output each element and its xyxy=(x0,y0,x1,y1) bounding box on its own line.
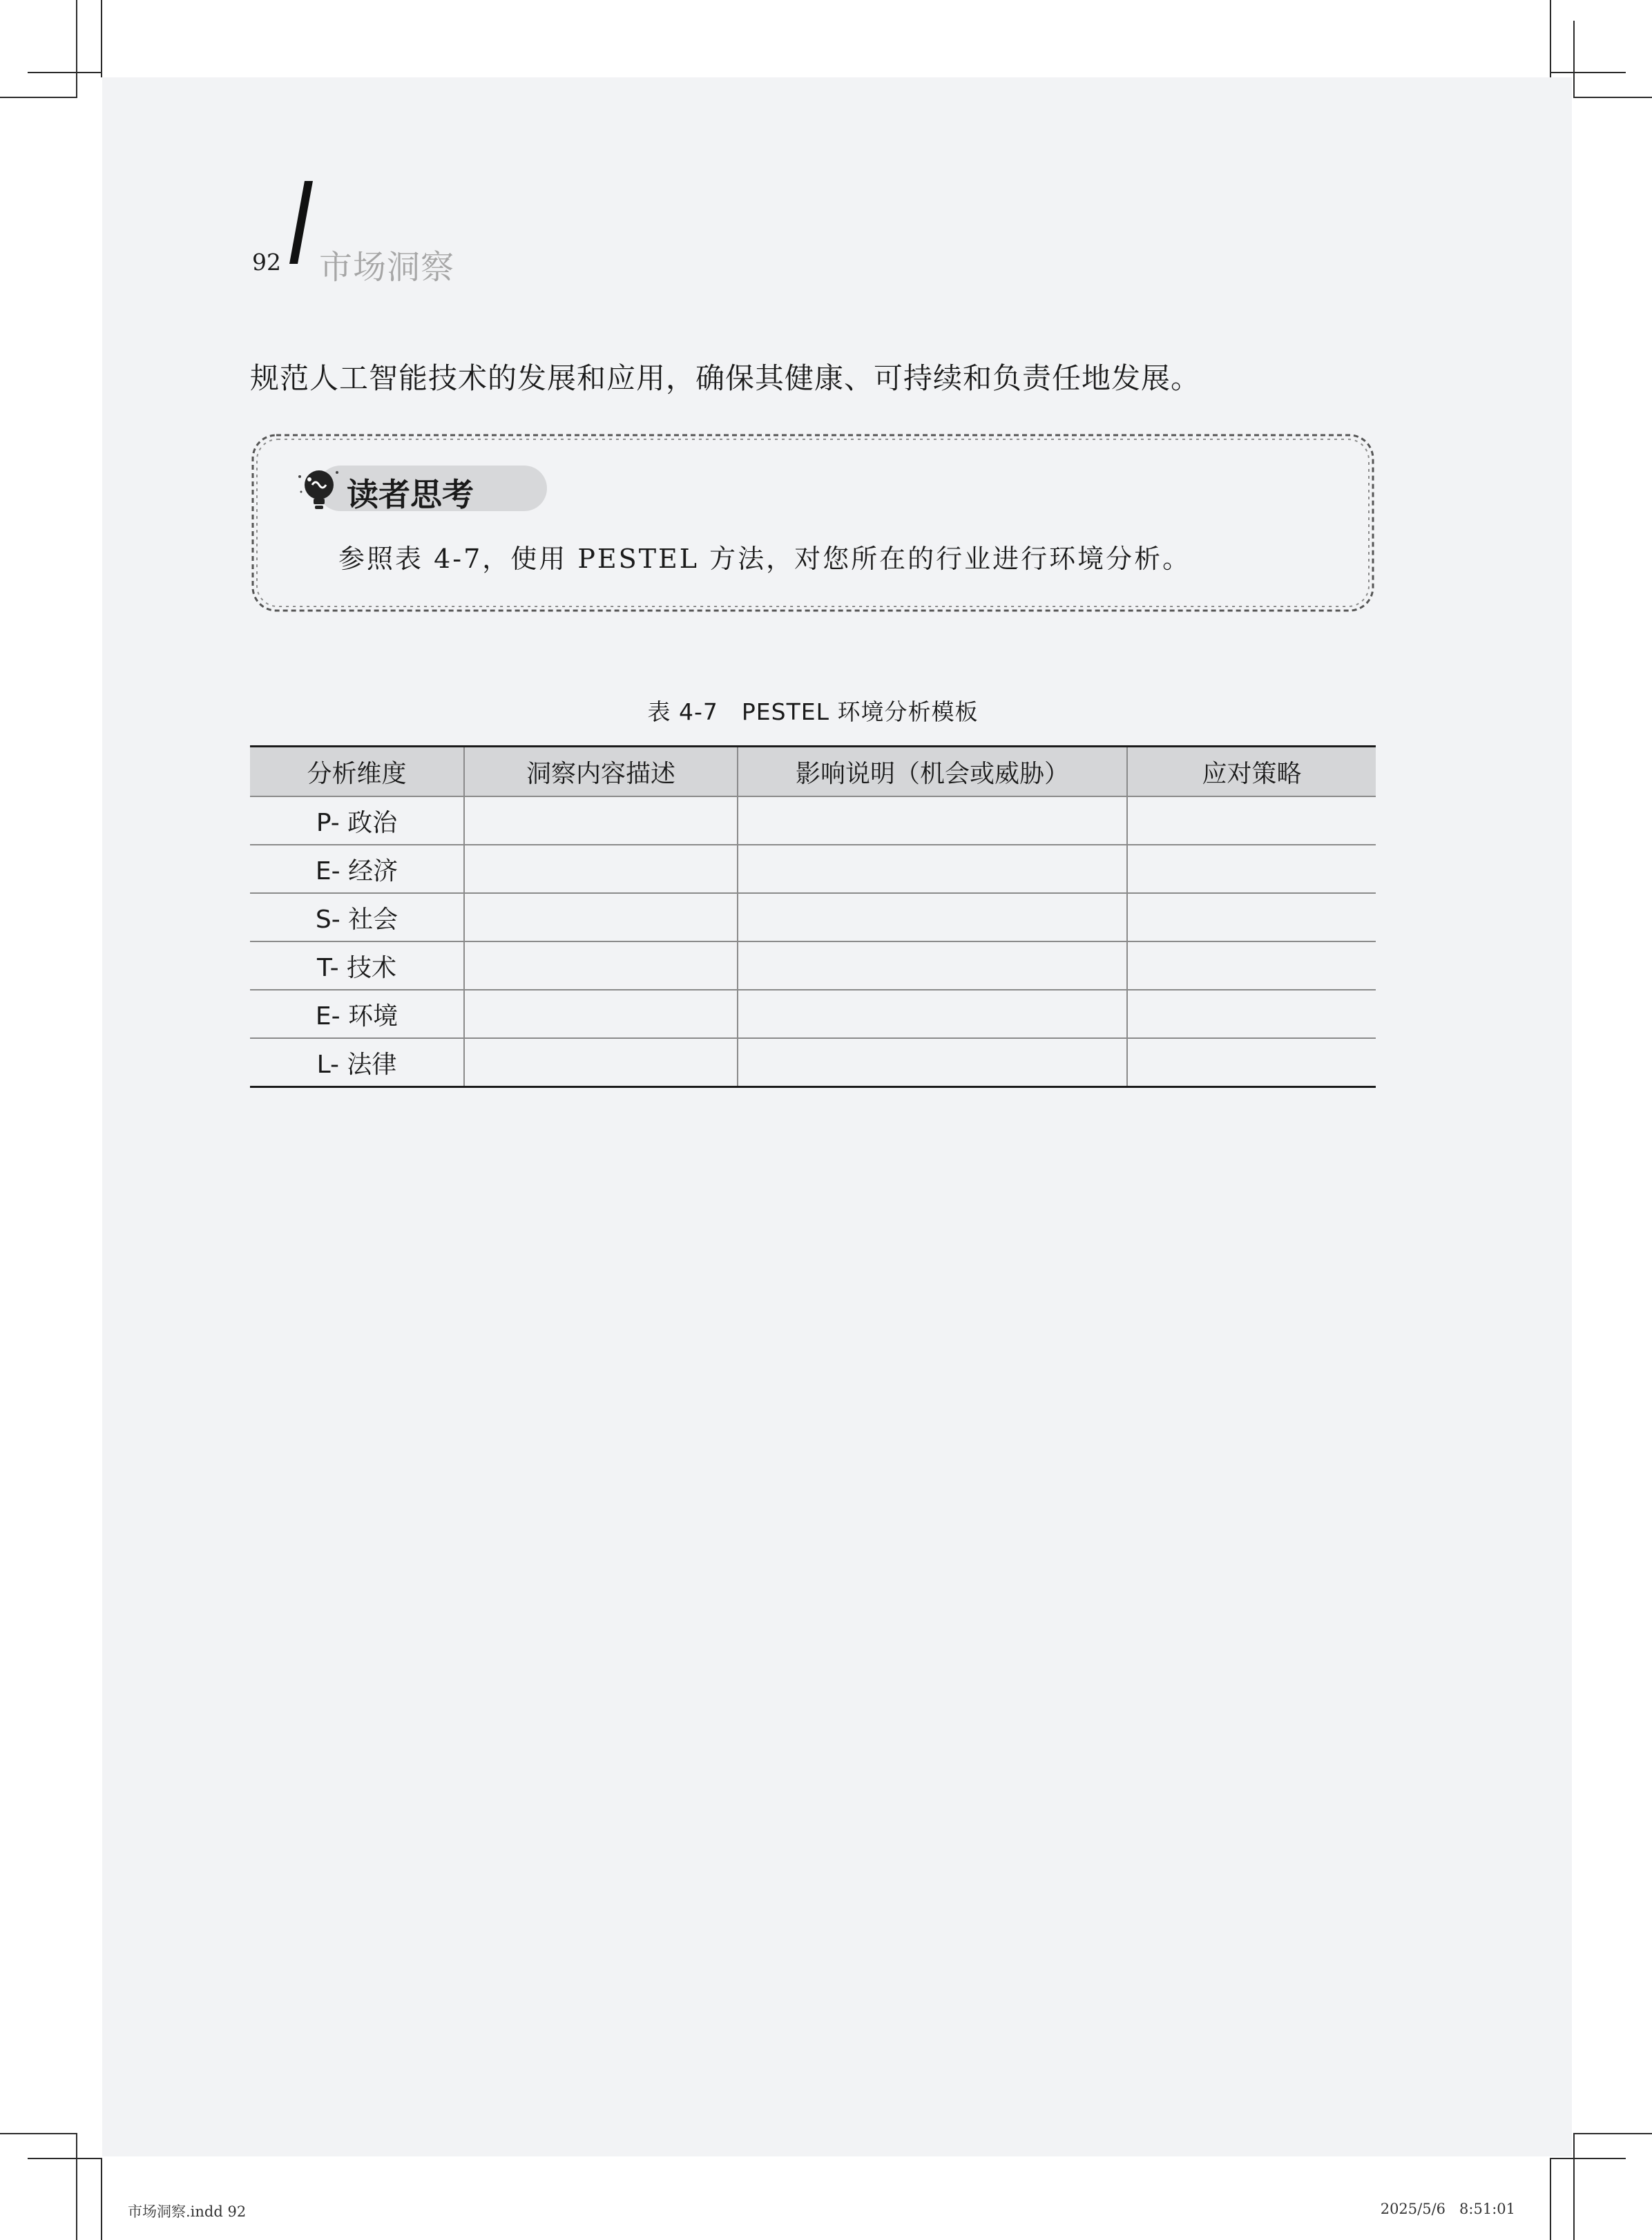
table-row xyxy=(250,893,1376,941)
table-caption: 表 4-7 PESTEL 环境分析模板 xyxy=(647,698,979,725)
column-header: 应对策略 xyxy=(1127,747,1376,797)
crop-mark xyxy=(1573,2133,1652,2134)
crop-mark xyxy=(76,0,77,97)
reader-thinking-text: 参照表 4-7，使用 PESTEL 方法，对您所在的行业进行环境分析。 xyxy=(338,544,1191,574)
crop-mark xyxy=(0,97,77,98)
crop-mark xyxy=(1573,2133,1575,2240)
reader-thinking-box xyxy=(250,432,1376,613)
strategy-cell xyxy=(1127,893,1376,941)
crop-mark xyxy=(1573,21,1575,98)
chapter-title: 市场洞察 xyxy=(319,248,455,287)
insight-cell xyxy=(464,1038,738,1087)
dimension-cell: E- 环境 xyxy=(250,990,464,1038)
crop-mark xyxy=(1550,2158,1551,2240)
reader-thinking-title: 读者思考 xyxy=(347,476,474,513)
strategy-cell xyxy=(1127,941,1376,990)
crop-mark xyxy=(101,2158,102,2240)
dimension-cell: T- 技术 xyxy=(250,941,464,990)
pestel-table xyxy=(250,745,1376,1088)
slug-datetime: 2025/5/6 8:51:01 xyxy=(1380,2201,1515,2217)
impact-cell xyxy=(738,893,1127,941)
crop-mark xyxy=(101,0,102,77)
crop-mark xyxy=(1573,97,1652,98)
crop-mark xyxy=(28,2158,101,2159)
crop-mark xyxy=(28,72,101,73)
dimension-cell: S- 社会 xyxy=(250,893,464,941)
strategy-cell xyxy=(1127,796,1376,845)
column-header: 影响说明（机会或威胁） xyxy=(738,747,1127,797)
insight-cell xyxy=(464,990,738,1038)
impact-cell xyxy=(738,990,1127,1038)
page-number: 92 xyxy=(252,249,281,276)
impact-cell xyxy=(738,845,1127,893)
table-row xyxy=(250,1038,1376,1087)
table-row xyxy=(250,941,1376,990)
dimension-cell: E- 经济 xyxy=(250,845,464,893)
column-header: 分析维度 xyxy=(250,747,464,797)
crop-mark xyxy=(1550,72,1626,73)
crop-mark xyxy=(0,2133,77,2134)
crop-mark xyxy=(1550,2158,1626,2159)
table-row xyxy=(250,990,1376,1038)
slug-filename: 市场洞察.indd 92 xyxy=(128,2203,247,2220)
running-head xyxy=(252,181,736,285)
dashed-frame xyxy=(250,432,1376,613)
crop-mark xyxy=(1550,0,1551,77)
table-row xyxy=(250,796,1376,845)
strategy-cell xyxy=(1127,845,1376,893)
crop-mark xyxy=(76,2133,77,2240)
insight-cell xyxy=(464,845,738,893)
table-header-row xyxy=(250,747,1376,797)
dimension-cell: P- 政治 xyxy=(250,796,464,845)
column-header: 洞察内容描述 xyxy=(464,747,738,797)
lightbulb-icon xyxy=(296,464,344,514)
table-row xyxy=(250,845,1376,893)
body-paragraph: 规范人工智能技术的发展和应用，确保其健康、可持续和负责任地发展。 xyxy=(250,361,1201,395)
dimension-cell: L- 法律 xyxy=(250,1038,464,1087)
insight-cell xyxy=(464,941,738,990)
strategy-cell xyxy=(1127,990,1376,1038)
strategy-cell xyxy=(1127,1038,1376,1087)
reader-thinking-tab xyxy=(297,464,559,513)
insight-cell xyxy=(464,796,738,845)
insight-cell xyxy=(464,893,738,941)
impact-cell xyxy=(738,1038,1127,1087)
impact-cell xyxy=(738,796,1127,845)
slash-divider-icon xyxy=(288,181,316,267)
impact-cell xyxy=(738,941,1127,990)
